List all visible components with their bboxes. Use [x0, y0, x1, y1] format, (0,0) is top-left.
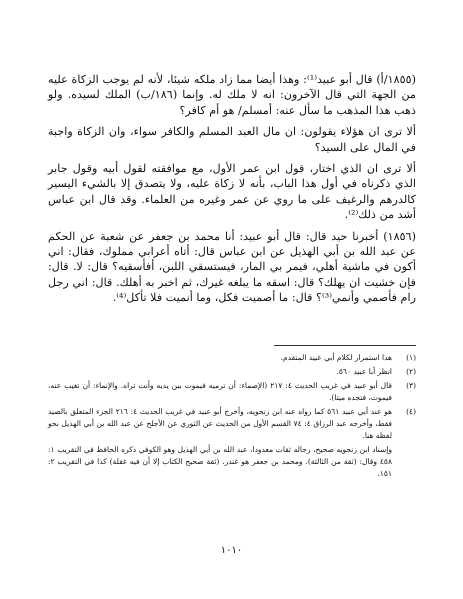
- footnote-text: هو عند أبي عبيد ٥٦١ كما رواه عنه ابن زنجويه، وأخرج أبو عبيد في غريب الحديث ٤: ٢١٦ الجزء المتعلق بالصيد فقط، وأخرجه عبد الرزاق ٤: ٧٤ القسم الأول من الحديث عن الثوري عن الأجلح عن عبد الله بن أبي الهذيل نحو لفظه هنا.: [48, 407, 393, 440]
- footnote-1: [48, 352, 416, 364]
- footnote-4-continuation: وإسناد ابن زنجويه صحيح، رجاله ثقات معدودا، عبد الله بن أبي الهذيل وهو الكوفي ذكره الحافظ في التقريب ١: ٤٥٨ وقال: (ثقة من الثالثة). ومحمد بن جعفر هو غندر. (ثقة صحيح الكتاب إلا أن فيه غفلة) كذا في التقريب ٢: ١٥١.: [48, 445, 392, 478]
- footnote-4: [48, 406, 416, 442]
- footnote-text: قال أبو عبيد في غريب الحديث ٤: ٢١٧ (الإصماء: أن ترميه فيموت بين يديه وأنت تراه. والإنماء: أن تغيب عنه، فيموت، فتجده ميتا).: [48, 381, 392, 402]
- footnote-marker: (١): [406, 353, 416, 362]
- paragraph-1855-part-3: ألا ترى ان الذي اختار، قول ابن عمر الأول، مع موافقته لقول أبيه وقول جابر الذي ذكرناه في أول هذا الباب، بأنه لا زكاة عليه، ولا يتصدق إلا بالشيء اليسير كالدرهم والرغيف على ما روي عن عمر وغيره من العلماء. وقد قال ابن عباس أشد من ذلك⁽²⁾.: [48, 162, 416, 222]
- footnote-marker: (٣): [406, 381, 416, 390]
- footnote-marker: (٤): [406, 407, 416, 416]
- main-text: [48, 72, 416, 306]
- footnote-2: [48, 366, 416, 378]
- footnote-3: [48, 380, 416, 404]
- footnote-marker: (٢): [406, 367, 416, 376]
- footnote-text: هذا استمرار لكلام أبي عبيد المتقدم.: [280, 353, 392, 362]
- paragraph-1856: (١٨٥٦) أخبرنا حيد قال: قال أبو عبيد: أنا محمد بن جعفر عن شعبة عن الحكم عن عبد الله بن أبي الهذيل عن ابن عباس قال: أتاه أعرابي مملوك، فقال: اني أكون في ماشية أهلي، فيمر بي المار، فيستسقي اللبن، أفأسقيه؟ قال: لا. قال: فإن خشيت ان يهلك؟ قال: اسقه ما يبلغه غيرك، ثم اخبر به أهلك. قال: اني رجل رام فأصمي وأنمي⁽³⁾؟ قال: ما أصميت فكل، وما أنميت فلا تأكل⁽⁴⁾.: [48, 229, 416, 305]
- footnote-divider: [274, 345, 416, 346]
- footnote-text: انظر أبا عبيد ٥٦٠.: [336, 367, 392, 376]
- paragraph-1855-part-2: ألا ترى ان هؤلاء يقولون: ان مال العبد المسلم والكافر سواء، وان الزكاة واجبة في المال على السيد؟: [48, 125, 416, 154]
- footnotes: [48, 352, 416, 480]
- paragraph-1855-part-1: (١٨٥٥/أ) قال أبو عبيد⁽¹⁾: وهذا أيضا مما زاد ملكه شيئا، لأنه لم يوجب الزكاة عليه من الجهة التي قال الآخرون: انه لا ملك له. وإنما (١٨٦/ب) الملك لسيده. ولو ذهب هذا المذهب ما سأل عنه: أمسلم/ هو أم كافر؟: [48, 73, 416, 117]
- page-number: ١٠١٠: [220, 545, 243, 556]
